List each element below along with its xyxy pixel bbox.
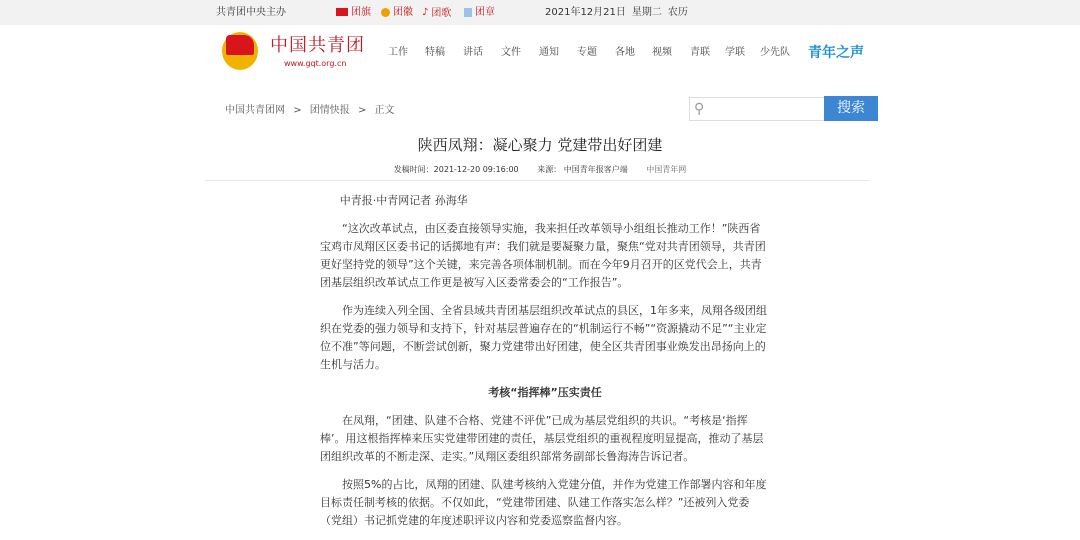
breadcrumb-sep: >: [293, 105, 302, 116]
nav-item[interactable]: 工作: [388, 47, 408, 58]
emblem-icon: [381, 8, 390, 17]
youth-voice-logo[interactable]: 青年之声: [808, 45, 864, 61]
article-source: 来源： 中国青年报客户端: [537, 165, 628, 174]
lunar: 农历: [667, 7, 688, 18]
nav-item[interactable]: 专题: [577, 47, 597, 58]
breadcrumb-current: 正文: [374, 105, 395, 116]
article-source-site: 中国青年网: [646, 165, 687, 174]
paragraph: 在凤翔，“团建、队建不合格、党建不评优”已成为基层党组织的共识。“考核是‘指挥棒’。用这根指挥棒来压实党建带团建的责任，基层党组织的重视程度明显提高，推动了基层团组织改革的不断走深、走实。”凤翔区委组织部常务副部长鲁海涛告诉记者。: [320, 414, 764, 463]
breadcrumb-home[interactable]: 中国共青团网: [225, 105, 285, 116]
nav-item[interactable]: 视频: [652, 47, 672, 58]
link-emblem[interactable]: 团徽: [381, 7, 413, 19]
paragraph: 按照5%的占比，凤翔的团建、队建考核纳入党建分值，并作为党建工作部署内容和年度目标责任制考核的依据。不仅如此，“党建带团建、队建工作落实怎么样？”还被列入党委（党组）书记抓党建的年度述职评议内容和党委巡察监督内容。: [320, 478, 767, 527]
article-title: 陕西凤翔：凝心聚力 党建带出好团建: [417, 136, 663, 154]
paragraph: 作为连续入列全国、全省县域共青团基层组织改革试点的县区，1年多来，凤翔各级团组织在党委的强力领导和支持下，针对基层普遍存在的“机制运行不畅”“资源撬动不足”“主业定位不准”等问题，不断尝试创新，聚力党建带出好团建，使全区共青团事业焕发出昂扬向上的生机与活力。: [320, 304, 767, 371]
top-bar: [0, 0, 1080, 25]
byline: 中青报·中青网记者 孙海华: [339, 194, 468, 207]
search-button[interactable]: 搜索: [824, 96, 878, 121]
nav-item[interactable]: 青联: [690, 47, 710, 58]
link-flag[interactable]: 团旗: [336, 7, 371, 19]
link-charter[interactable]: 团章: [464, 7, 495, 19]
music-note-icon: ♪: [422, 7, 429, 18]
nav-item[interactable]: 通知: [539, 47, 559, 58]
publish-time: 发稿时间：2021-12-20 09:16:00: [393, 165, 519, 174]
date-group: [545, 7, 694, 19]
league-emblem-logo[interactable]: [222, 32, 258, 70]
breadcrumb: [225, 101, 395, 116]
nav-item[interactable]: 少先队: [760, 47, 790, 58]
article-body: [320, 192, 770, 540]
nav-item[interactable]: 文件: [501, 47, 521, 58]
date: 2021年12月21日: [545, 7, 626, 18]
flag-icon: [336, 8, 348, 16]
book-icon: [464, 8, 472, 17]
weekday: 星期二: [631, 7, 662, 18]
site-logo-url: www.gqt.org.cn: [284, 59, 347, 68]
nav-item[interactable]: 讲话: [463, 47, 483, 58]
article-meta: [0, 164, 1080, 175]
subheading: 考核“指挥棒”压实责任: [488, 386, 602, 399]
breadcrumb-sep: >: [357, 105, 367, 116]
nav-item[interactable]: 各地: [615, 47, 635, 58]
paragraph: “这次改革试点，由区委直接领导实施，我来担任改革领导小组组长推动工作！”陕西省宝鸡市凤翔区区委书记的话掷地有声：我们就是要凝聚力量，聚焦“党对共青团领导，共青团更好坚持党的领导”这个关键，来完善各项体制机制。而在今年9月召开的区党代会上，共青团基层组织改革试点工作更是被写入区委常委会的“工作报告”。: [320, 222, 766, 289]
nav-item[interactable]: 学联: [725, 47, 745, 58]
divider: [205, 180, 870, 181]
link-song[interactable]: ♪ 团歌: [422, 7, 452, 19]
search-icon: ⚲: [694, 101, 705, 117]
nav-item[interactable]: 特稿: [425, 47, 445, 58]
breadcrumb-category[interactable]: 团情快报: [309, 105, 350, 116]
search-input[interactable]: [689, 97, 825, 121]
sponsor-text: 共青团中央主办: [216, 7, 286, 18]
site-logo-name[interactable]: 中国共青团: [270, 35, 365, 56]
